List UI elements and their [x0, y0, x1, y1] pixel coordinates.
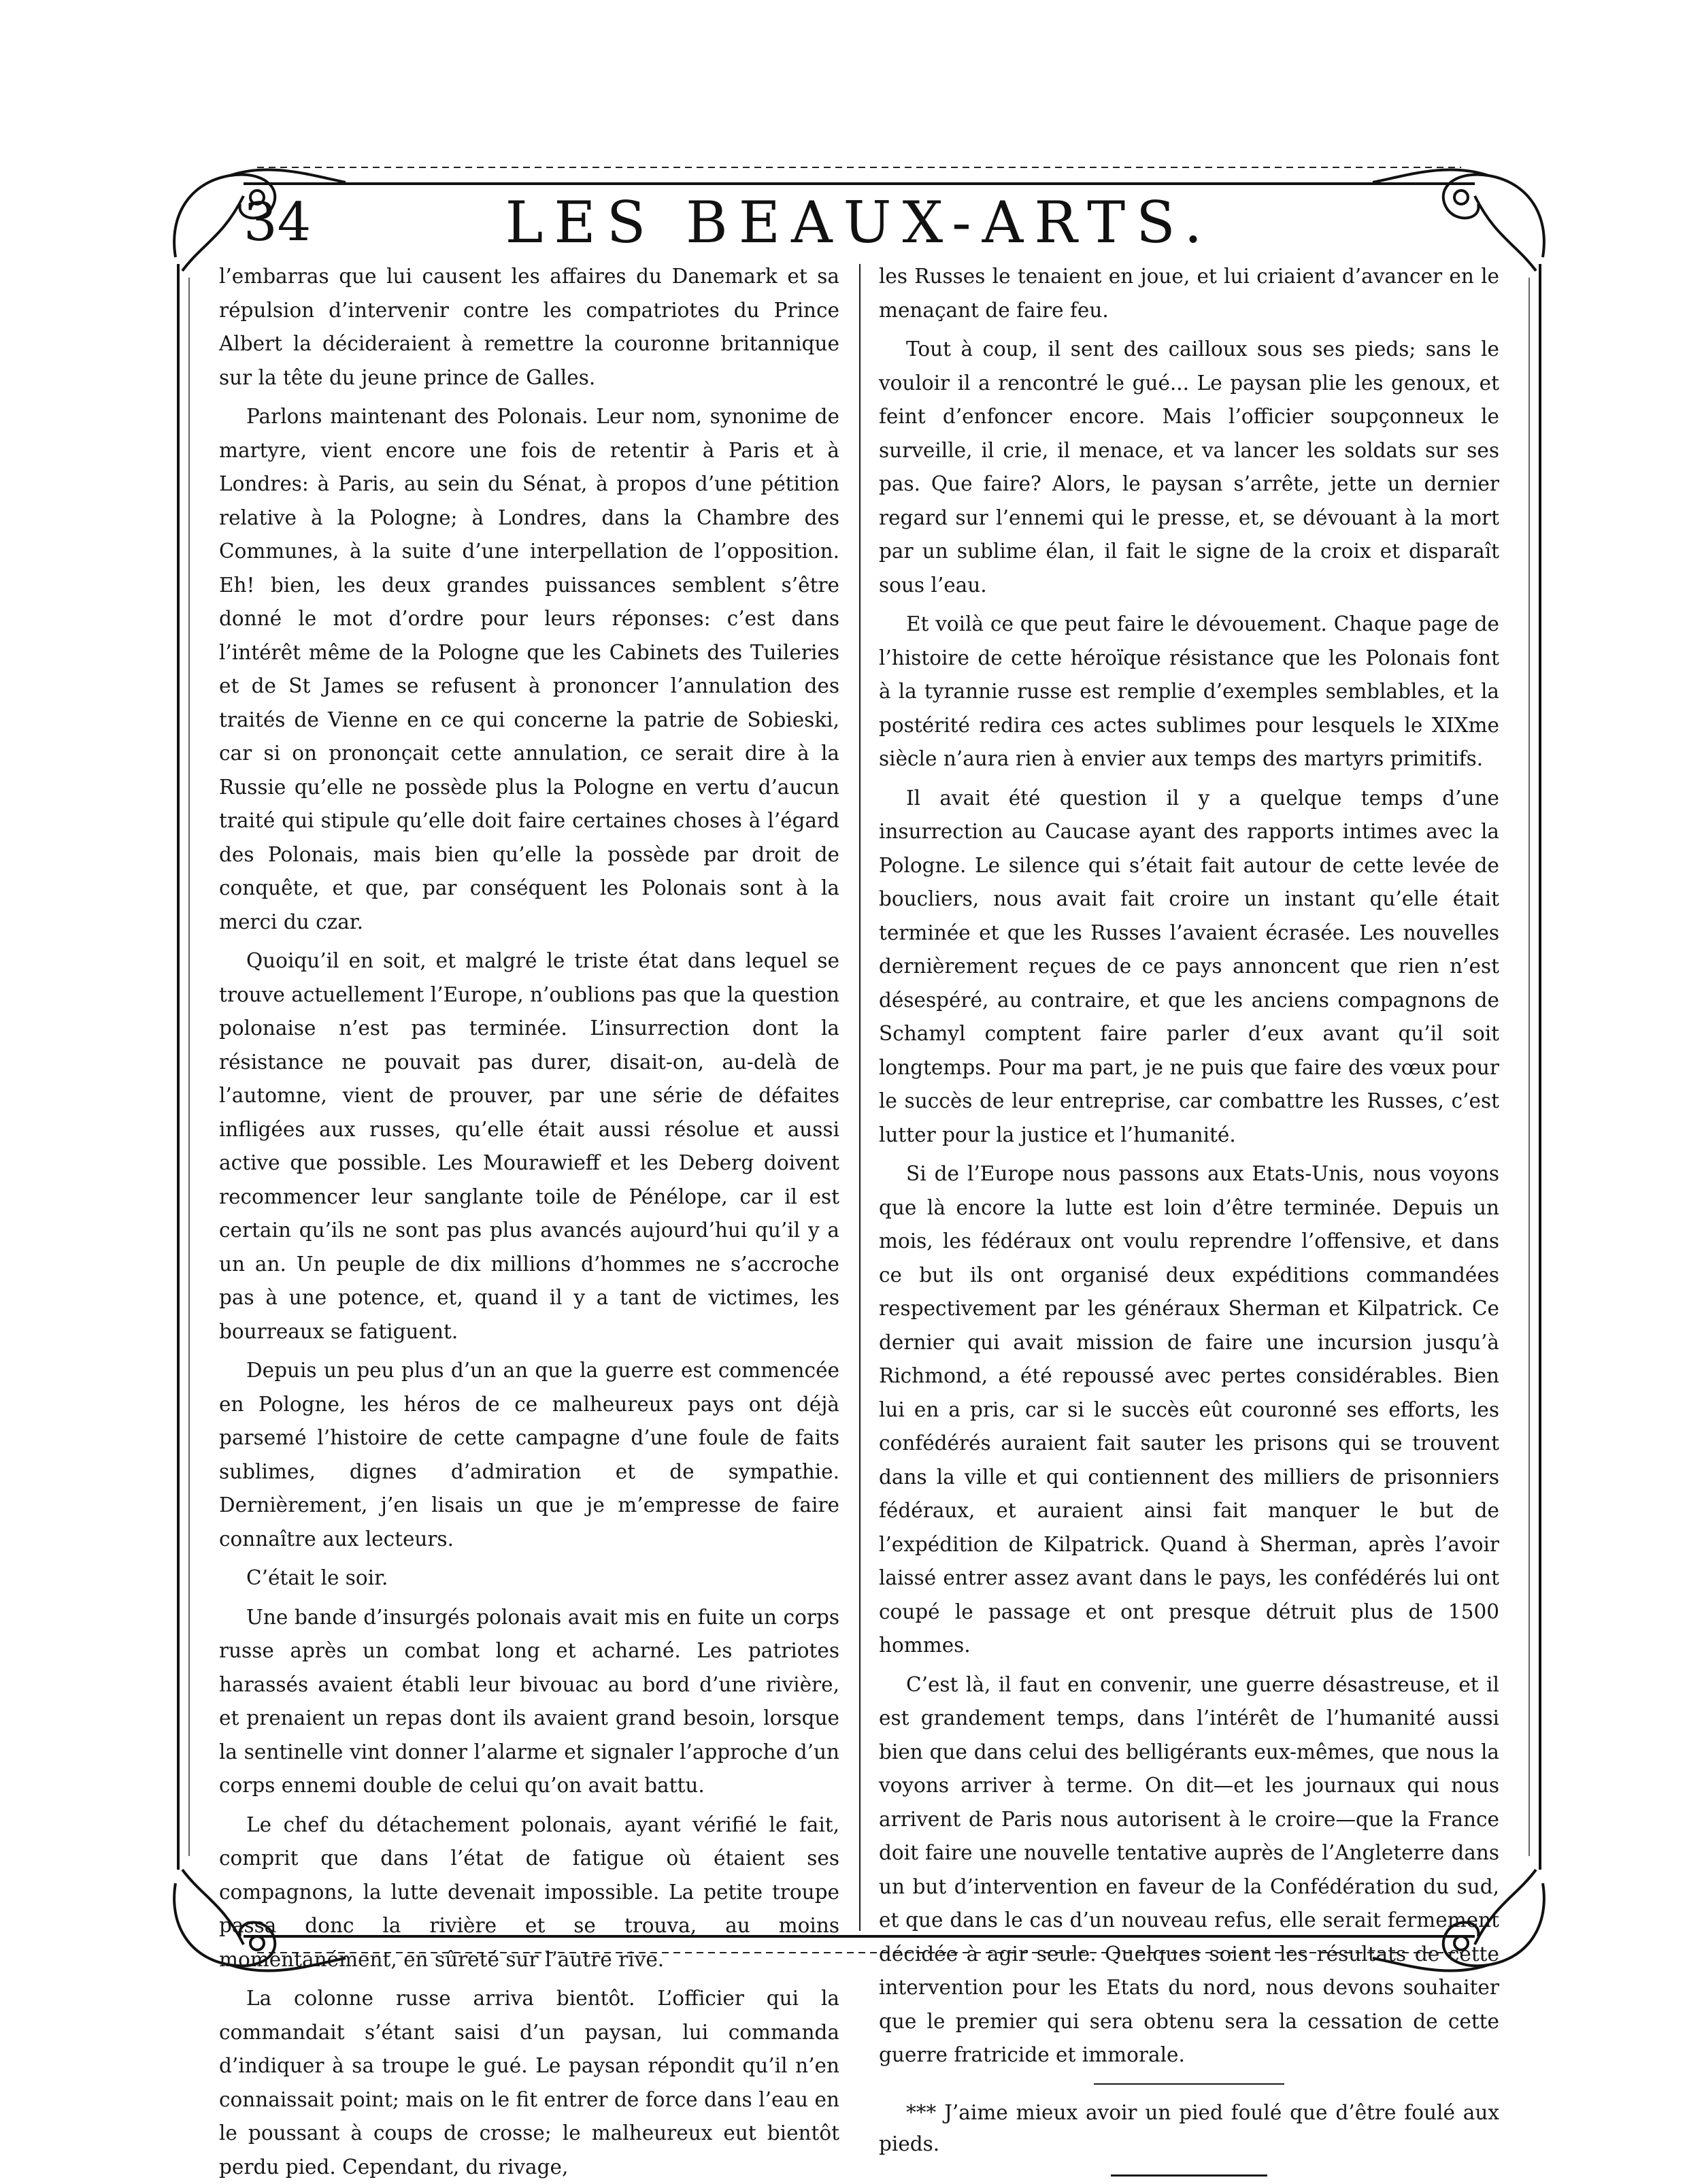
journal-title: LES BEAUX-ARTS. [505, 189, 1214, 256]
paragraph: Si de l’Europe nous passons aux Etats-Unis, nous voyons que là encore la lutte est loin d’être terminée. Depuis un mois, les fédéraux ont voulu reprendre l’offensive, et dans ce but ils ont organisé deux expéditions commandées respectivement par les généraux Sherman et Kilpatrick. Ce dernier qui avait mission de faire une incursion jusqu’à Richmond, a été repoussé avec pertes considérables. Bien lui en a pris, car si le succès eût couronné ses efforts, les confédérés auraient fait sauter les prisons qui se trouvent dans la ville et qui contiennent des milliers de prisonniers fédéraux, et auraient ainsi fait manquer le but de l’expédition de Kilpatrick. Quand à Sherman, après l’avoir laissé entrer assez avant dans le pays, les confédérés lui ont coupé le passage et ont presque détruit plus de 1500 hommes. [879, 1162, 1499, 1657]
paragraph: Parlons maintenant des Polonais. Leur nom, synonime de martyre, vient encore une fois de retentir à Paris et à Londres: à Paris, au sein du Sénat, à propos d’une pétition relative à la Pologne; à Londres, dans la Chambre des Communes, à la suite d’une interpellation de l’opposition. Eh! bien, les deux grandes puissances semblent s’être donné le mot d’ordre pour leurs réponses: c’est dans l’intérêt même de la Pologne que les Cabinets des Tuileries et de St James se refusent à prononcer l’annulation des traités de Vienne en ce qui concerne la patrie de Sobieski, car si on prononçait cette annulation, ce serait dire à la Russie qu’elle ne possède plus la Pologne en vertu d’aucun traité qui stipule qu’elle doit faire certaines choses à l’égard des Polonais, mais bien qu’elle la possède par droit de conquête, et que, par conséquent les Polonais sont à la merci du czar. [219, 405, 839, 933]
paragraph: Il avait été question il y a quelque temps d’une insurrection au Caucase ayant des rapports intimes avec la Pologne. Le silence qui s’était fait autour de cette levée de boucliers, nous avait fait croire un instant qu’elle était terminée et que les Russes l’avaient écrasée. Les nouvelles dernièrement reçues de ce pays annoncent que rien n’est désespéré, au contraire, et que les anciens compagnons de Schamyl comptent faire parler d’eux avant qu’il soit longtemps. Pour ma part, je ne puis que faire des vœux pour le succès de leur entreprise, car combattre les Russes, c’est lutter pour la justice et l’humanité. [879, 786, 1499, 1146]
paragraph: Le chef du détachement polonais, ayant vérifié le fait, comprit que dans l’état de fatigue où étaient ses compagnons, la lutte devenait impossible. La petite troupe passa donc la rivière et se trouva, au moins momentanément, en sûreté sur l’autre rive. [219, 1813, 839, 1971]
paragraph: Une bande d’insurgés polonais avait mis en fuite un corps russe après un combat long et acharné. Les patriotes harassés avaient établi leur bivouac au bord d’une rivière, et prenaient un repas dont ils avaient grand besoin, lorsque la sentinelle vint donner l’alarme et signaler l’approche d’un corps ennemi double de celui qu’on avait battu. [219, 1605, 839, 1797]
article-body [219, 257, 1499, 2179]
page-number: 34 [244, 192, 312, 253]
end-rule [1111, 2174, 1267, 2177]
column-divider [859, 264, 861, 1931]
paragraph: Quoiqu’il en soit, et malgré le triste état dans lequel se trouve actuellement l’Europe, n’oublions pas que la question polonaise n’est pas terminée. L’insurrection dont la résistance ne pouvait pas durer, disait-on, au-delà de l’automne, vient de prouver, par une série de défaites infligées aux russes, qu’elle était aussi résolue et aussi active que possible. Les Mourawieff et les Deberg doivent recommencer leur sanglante toile de Pénélope, car il est certain qu’ils ne sont pas plus avancés aujourd’hui qu’il y a un an. Un peuple de dix millions d’hommes ne s’accroche pas à une potence, et, quand il y a tant de victimes, les bourreaux se fatiguent. [219, 949, 839, 1343]
left-column [219, 260, 839, 2179]
page-header [244, 185, 1475, 260]
paragraph: Et voilà ce que peut faire le dévouement. Chaque page de l’histoire de cette héroïque résistance que les Polonais font à la tyrannie russe est remplie d’exemples semblables, et la postérité redira ces actes sublimes pour lesquels le XIXme siècle n’aura rien à envier aux temps des martyrs primitifs. [879, 612, 1499, 770]
paragraph: C’était le soir. [246, 1566, 388, 1589]
paragraph: C’est là, il faut en convenir, une guerre désastreuse, et il est grandement temps, dans l’intérêt de l’humanité aussi bien que dans celui des belligérants eux-mêmes, que nous la voyons arriver à terme. On dit—et les journaux qui nous arrivent de Paris nous autorisent à le croire—que la France doit faire une nouvelle tentative auprès de l’Angleterre dans un but d’intervention en faveur de la Confédération du sud, et que dans le cas d’un nouveau refus, elle serait fermement décidée à agir seule. Quelques soient les résultats de cette intervention pour les Etats du nord, nous devons souhaiter que le premier qui sera obtenu sera la cessation de cette guerre fratricide et immorale. [879, 1672, 1499, 2066]
right-column [879, 260, 1499, 2155]
paragraph: La colonne russe arriva bientôt. L’officier qui la commandait s’étant saisi d’un paysan, lui commanda d’indiquer à sa troupe le gué. Le paysan répondit qu’il n’en connaissait point; mais on le fit entrer de force dans l’eau en le poussant à coups de crosse; le malheureux eut bientôt perdu pied. Cependant, du rivage, [219, 1987, 839, 2179]
paragraph: les Russes le tenaient en joue, et lui criaient d’avancer en le menaçant de faire feu. [879, 265, 1499, 322]
paragraph: Depuis un peu plus d’un an que la guerre est commencée en Pologne, les héros de ce malheureux pays ont déjà parsemé l’histoire de cette campagne d’une foule de faits sublimes, dignes d’admiration et de sympathie. Dernièrement, j’en lisais un que je m’empresse de faire connaître aux lecteurs. [219, 1359, 839, 1551]
footnote-rule [1094, 2083, 1284, 2085]
paragraph: Tout à coup, il sent des cailloux sous ses pieds; sans le vouloir il a rencontré le gué... Le paysan plie les genoux, et feint d’enfoncer encore. Mais l’officier soupçonneux le surveille, il crie, il menace, et va lancer les soldats sur ses pas. Que faire? Alors, le paysan s’arrête, jette un dernier regard sur l’ennemi qui le presse, et, se dévouant à la mort par un sublime élan, il fait le signe de la croix et disparaît sous l’eau. [879, 337, 1499, 597]
paragraph: l’embarras que lui causent les affaires du Danemark et sa répulsion d’intervenir contre les compatriotes du Prince Albert la décideraient à remettre la couronne britannique sur la tête du jeune prince de Galles. [219, 265, 839, 389]
footnote: *** J’aime mieux avoir un pied foulé que d’être foulé aux pieds. [879, 2100, 1499, 2155]
page-frame [162, 155, 1556, 2179]
